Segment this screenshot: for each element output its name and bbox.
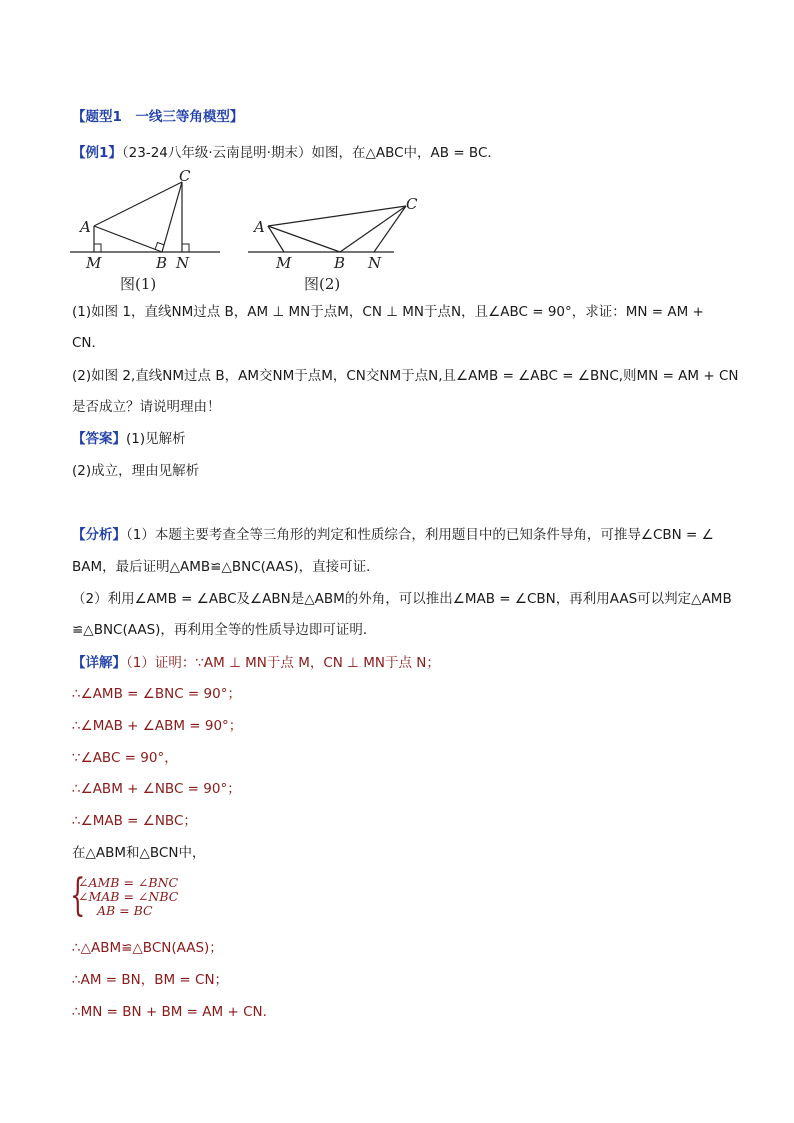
detail-line-10: ∴MN = BN + BM = AM + CN． [72, 1004, 277, 1020]
question-2-line-2: 是否成立？请说明理由！ [72, 399, 221, 415]
fig1-right-angle-m [94, 244, 101, 252]
fig2-label-n: N [368, 254, 382, 272]
figure-2 [244, 190, 424, 294]
fig2-seg-ab [268, 226, 340, 252]
fig2-label-c: C [406, 195, 418, 213]
fig2-label-a: A [254, 218, 265, 236]
fig1-label-n: N [176, 254, 190, 272]
fig1-seg-ac [94, 182, 182, 226]
detail-line-9: ∴AM = BN，BM = CN； [72, 972, 229, 988]
analysis-line-4: ≌△BNC(AAS)，再利用全等的性质导边即可证明． [72, 622, 377, 638]
answer-tag: 【答案】 [72, 431, 126, 447]
detail-line-7: 在△ABM和△BCN中， [72, 845, 206, 861]
detail-line-3: ∴∠MAB + ∠ABM = 90°； [72, 718, 243, 734]
detail-line-1 [72, 654, 440, 672]
fig1-caption: 图(1) [120, 275, 157, 293]
fig2-label-m: M [276, 254, 292, 272]
figure-1 [70, 166, 230, 294]
fig1-seg-bc [162, 182, 182, 252]
analysis-tag: 【分析】 [72, 527, 126, 543]
example-tag: 【例1】 [72, 145, 122, 161]
detail-line-6: ∴∠MAB = ∠NBC； [72, 813, 197, 829]
example-stem: 如图，在△ABC中，AB = BC． [311, 145, 501, 161]
fig1-label-b: B [156, 254, 168, 272]
congruence-system [70, 870, 190, 921]
example-header [72, 144, 501, 162]
fig2-seg-cn [374, 206, 406, 252]
fig2-seg-ac [268, 206, 406, 226]
analysis-text-1: （1）本题主要考查全等三角形的判定和性质综合，利用题目中的已知条件导角，可推导∠CBN = ∠ [126, 527, 714, 543]
detail-text-1: （1）证明：∵AM ⊥ MN于点 M，CN ⊥ MN于点 N； [126, 655, 440, 671]
detail-tag: 【详解】 [72, 655, 126, 671]
fig1-label-a: A [80, 218, 91, 236]
question-2-line-1: (2)如图 2,直线NM过点 B，AM交NM于点M，CN交NM于点N,且∠AMB = ∠ABC = ∠BNC,则MN = AM + CN [72, 368, 739, 384]
fig1-label-m: M [86, 254, 102, 272]
section-title: 【题型1 一线三等角模型】 [72, 109, 244, 125]
fig2-caption: 图(2) [304, 275, 341, 293]
detail-line-8: ∴△ABM≌△BCN(AAS)； [72, 940, 223, 956]
answer-line-2: (2)成立，理由见解析 [72, 463, 200, 479]
system-row-1: ∠AMB = ∠BNC [78, 875, 179, 890]
detail-line-4: ∵∠ABC = 90°， [72, 750, 178, 766]
answer-line-1 [72, 430, 186, 448]
question-1-line-2: CN． [72, 335, 106, 351]
fig1-label-c: C [179, 167, 191, 185]
detail-line-5: ∴∠ABM + ∠NBC = 90°； [72, 781, 241, 797]
fig2-seg-am [268, 226, 284, 252]
system-row-2: ∠MAB = ∠NBC [78, 889, 179, 904]
system-row-3: AB = BC [97, 903, 153, 918]
analysis-line-2: BAM，最后证明△AMB≌△BNC(AAS)，直接可证． [72, 559, 380, 575]
analysis-line-1 [72, 526, 714, 544]
analysis-line-3: （2）利用∠AMB = ∠ABC及∠ABN是△ABM的外角，可以推出∠MAB = ∠CBN，再利用AAS可以判定△AMB [72, 591, 732, 607]
example-source: （23-24八年级·云南昆明·期末） [121, 145, 312, 161]
fig1-right-angle-n [182, 244, 189, 252]
answer-text-1: (1)见解析 [126, 431, 186, 447]
left-brace: { [70, 870, 86, 921]
detail-line-2: ∴∠AMB = ∠BNC = 90°； [72, 686, 241, 702]
question-1-line-1: (1)如图 1，直线NM过点 B，AM ⊥ MN于点M，CN ⊥ MN于点N，且∠ABC = 90°，求证：MN = AM + [72, 304, 704, 320]
fig1-seg-ab [94, 226, 162, 252]
fig2-seg-bc [340, 206, 406, 252]
fig2-label-b: B [334, 254, 346, 272]
